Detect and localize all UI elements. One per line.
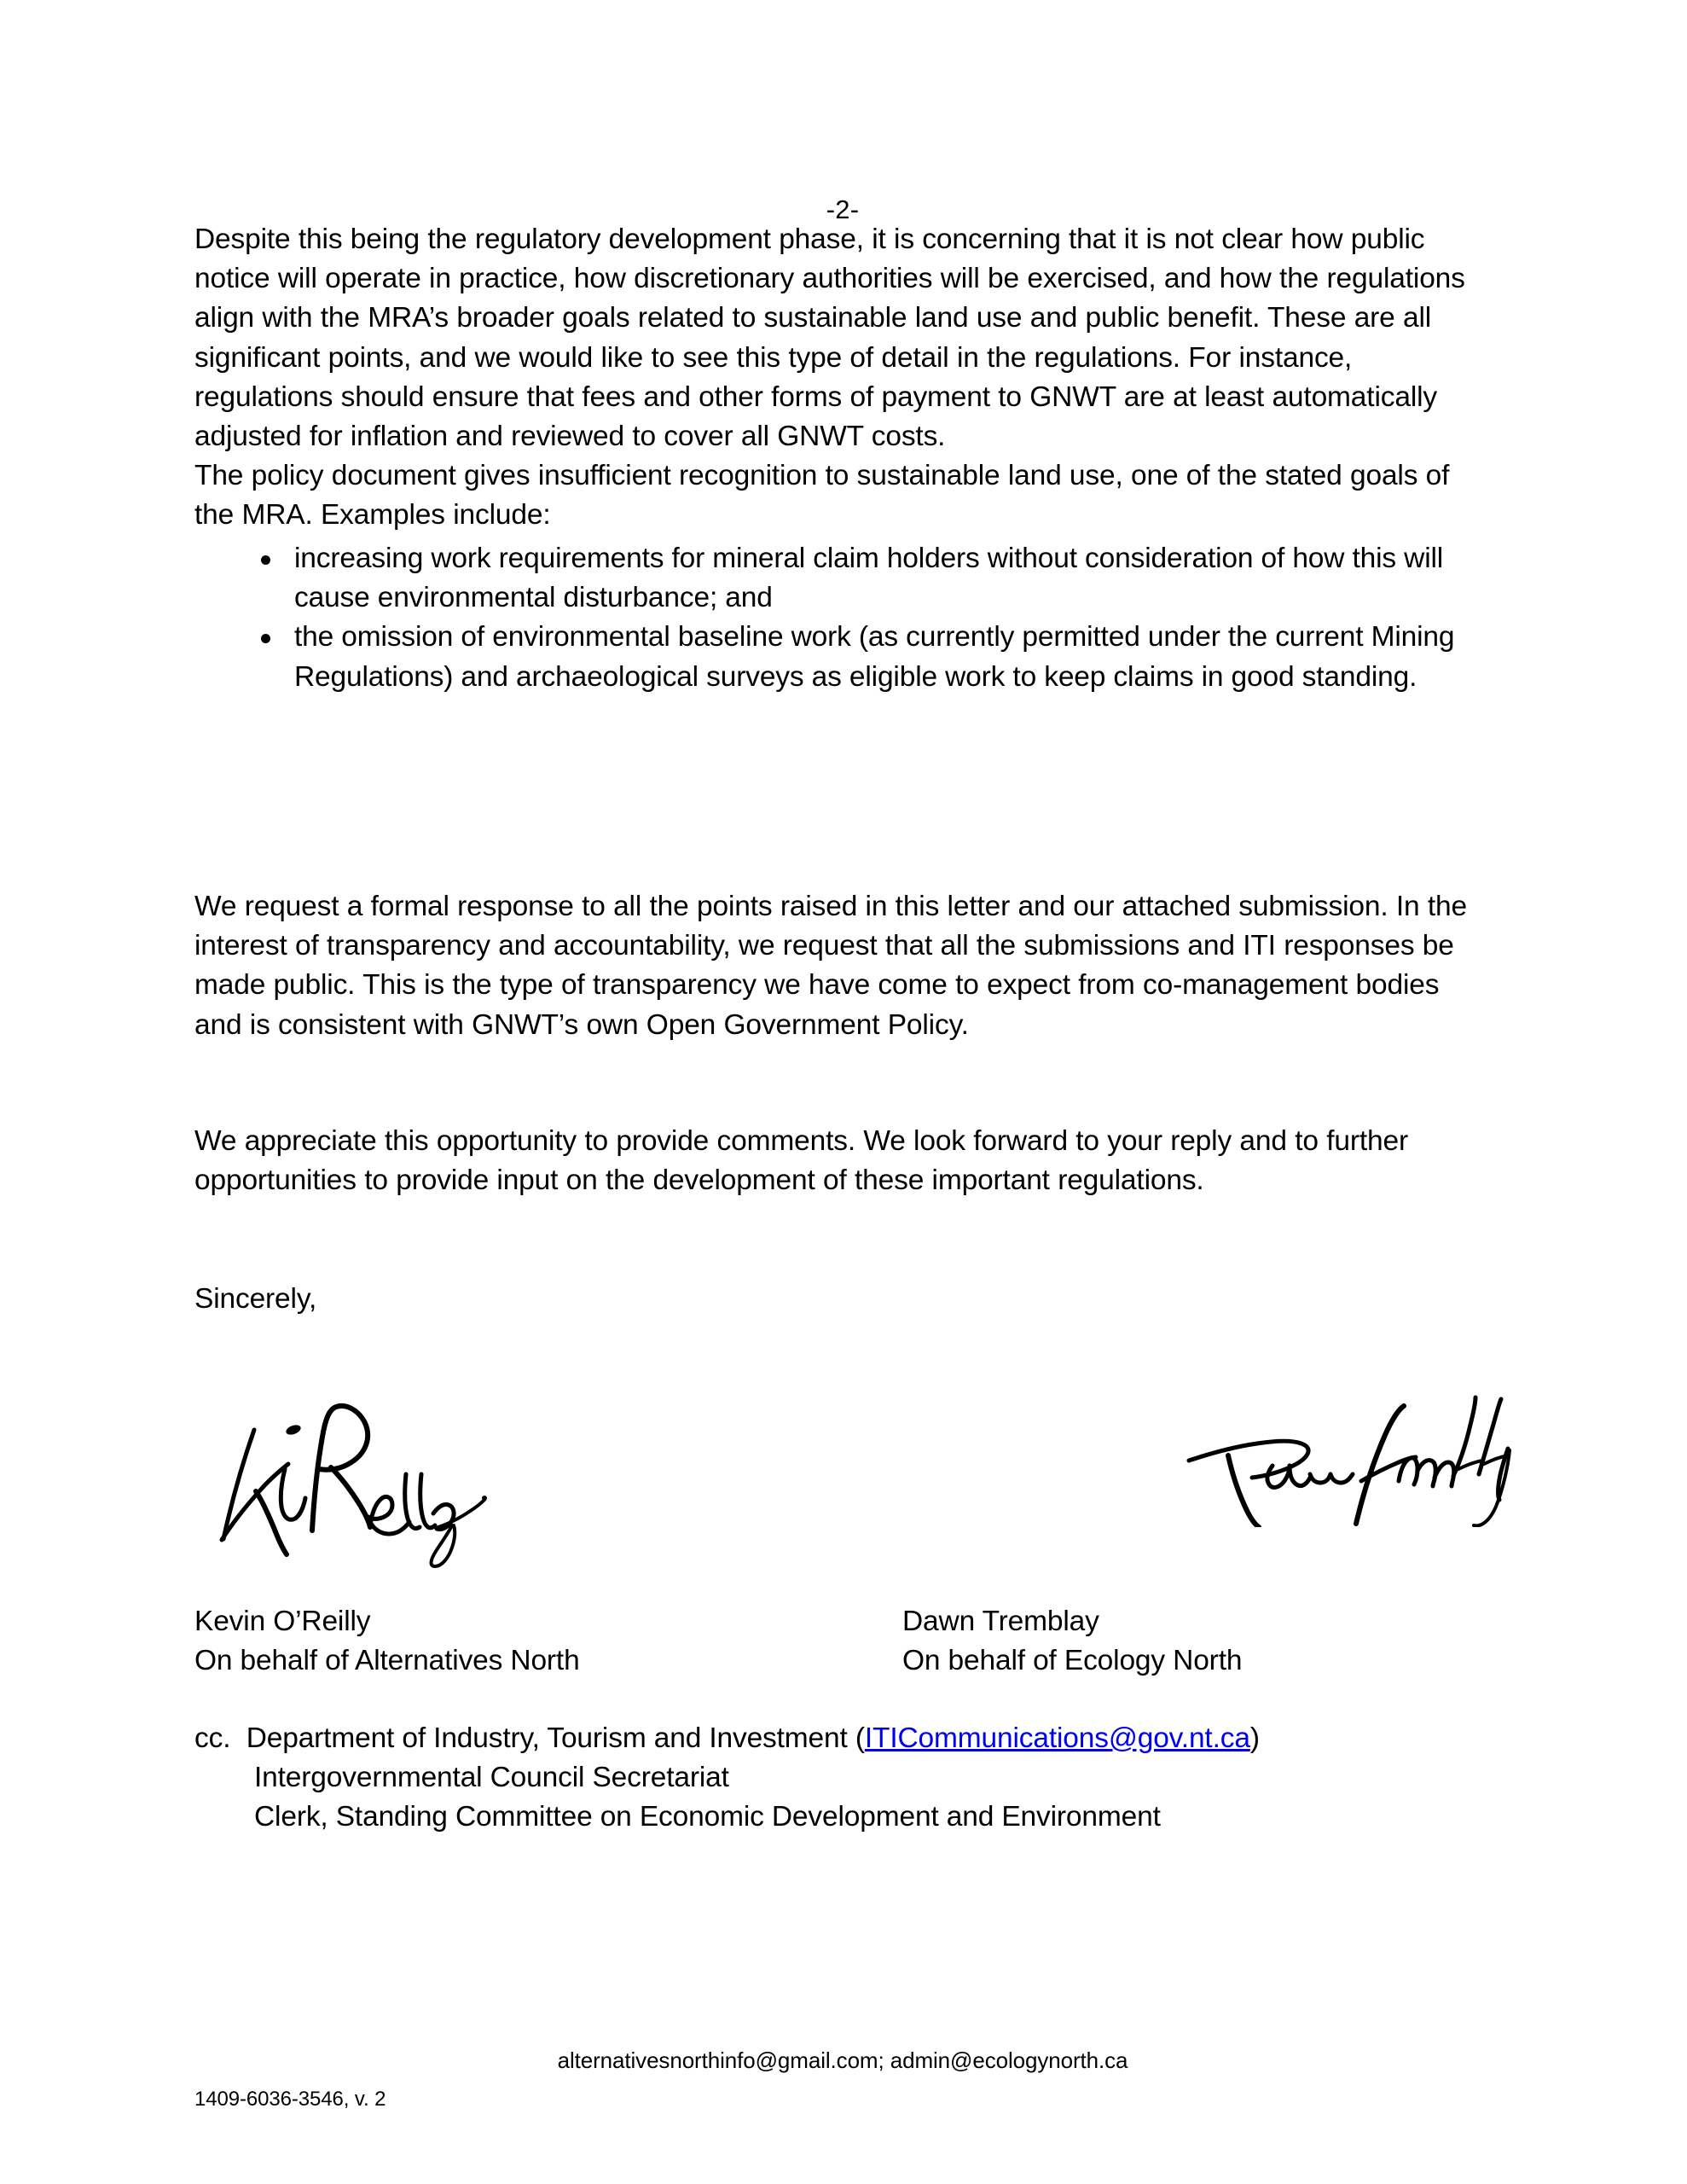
signatory-affiliation: On behalf of Alternatives North	[194, 1645, 580, 1677]
paragraph-3: We request a formal response to all the points raised in this letter and our attached submission. In the interest of transparency and accountability, we request that all the submissions and ITI responses be made public. This is the type of transparency we have come to expect from co-management bodies and is consistent with GNWT’s own Open Government Policy.	[194, 891, 1467, 1041]
kevin-oreilly-signature	[203, 1372, 510, 1568]
bullet-dot-icon	[261, 634, 270, 643]
signatory-name: Kevin O’Reilly	[194, 1606, 371, 1637]
paragraph-2: The policy document gives insufficient recognition to sustainable land use, one of the stated goals of the MRA. Examples include:	[194, 460, 1450, 531]
paragraph-4: We appreciate this opportunity to provide comments. We look forward to your reply and to further opportunities to provide input on the development of these important regulations.	[194, 1125, 1408, 1197]
closing-salutation: Sincerely,	[194, 1283, 317, 1315]
list-item-text: increasing work requirements for mineral claim holders without consideration of how this will cause environmental disturbance; and	[294, 543, 1444, 614]
cc-department-text: Department of Industry, Tourism and Investment (	[246, 1722, 865, 1754]
iti-communications-email-link[interactable]: ITICommunications@gov.nt.ca	[864, 1722, 1250, 1754]
footer-emails: alternativesnorthinfo@gmail.com; admin@ecologynorth.ca	[557, 2048, 1128, 2073]
signatory-left	[194, 1602, 902, 1681]
footer-document-reference: 1409-6036-3546, v. 2	[194, 2088, 386, 2111]
paragraph-1: Despite this being the regulatory development phase, it is concerning that it is not clear how public notice will operate in practice, how discretionary authorities will be exercised, and how the regulations align with the MRA’s broader goals related to sustainable land use and public benefit. These are all significant points, and we would like to see this type of detail in the regulations. For instance, regulations should ensure that fees and other forms of payment to GNWT are at least automatically adjusted for inflation and reviewed to cover all GNWT costs.	[194, 224, 1465, 453]
signatory-name: Dawn Tremblay	[902, 1606, 1099, 1637]
signature-name-row	[194, 1602, 1474, 1681]
signatory-right	[902, 1602, 1474, 1681]
cc-block	[194, 1719, 1474, 1838]
bullet-dot-icon	[261, 555, 270, 565]
page-number: -2-	[826, 195, 860, 224]
examples-bullet-list	[194, 539, 1474, 697]
cc-line-clerk: Clerk, Standing Committee on Economic Development and Environment	[254, 1801, 1161, 1833]
cc-label: cc.	[194, 1722, 231, 1754]
cc-line-secretariat: Intergovernmental Council Secretariat	[254, 1762, 729, 1794]
list-item	[194, 618, 1474, 696]
dawn-tremblay-signature	[1184, 1365, 1525, 1527]
list-item	[194, 539, 1474, 618]
cc-paren-close: )	[1249, 1722, 1260, 1754]
cc-line-department	[194, 1719, 1474, 1758]
signatory-affiliation: On behalf of Ecology North	[902, 1645, 1243, 1677]
list-item-text: the omission of environmental baseline work (as currently permitted under the current Mining Regulations) and archaeological surveys as eligible work to keep claims in good standing.	[294, 621, 1455, 693]
